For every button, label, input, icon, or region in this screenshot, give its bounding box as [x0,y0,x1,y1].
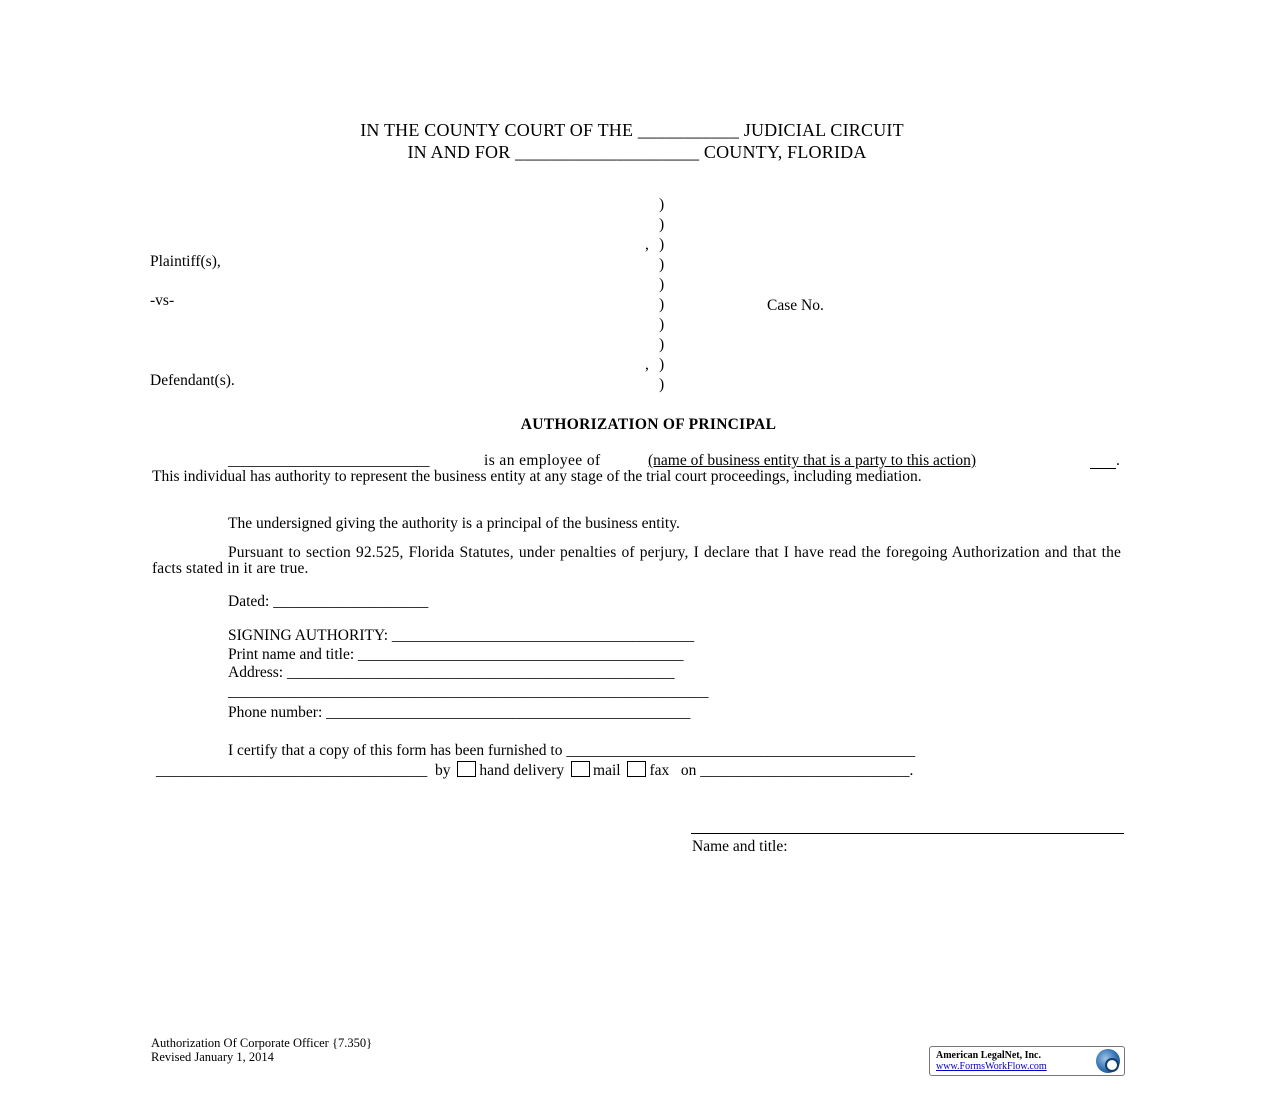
print-name-blank[interactable]: __________________________________________ [358,646,684,663]
caption-paren: ) [659,236,665,253]
dated-field [228,593,428,611]
globe-icon [1096,1049,1120,1073]
phone-blank[interactable]: _______________________________________________ [326,704,691,721]
fax-label: fax [649,762,670,779]
principal-statement: The undersigned giving the authority is a principal of the business entity. [228,515,680,532]
service-date-blank[interactable]: ___________________________ [700,762,910,779]
signing-authority-label: SIGNING AUTHORITY: [228,627,389,644]
certificate-period: . [909,762,914,779]
court-header-line1: IN THE COUNTY COURT OF THE ___________ JUDICIAL CIRCUIT [360,120,904,140]
plaintiff-label: Plaintiff(s), [150,253,221,270]
caption-paren: ) [659,356,665,373]
address-line2-blank[interactable]: ______________________________________________________________ [228,683,709,700]
by-label: by [435,762,451,779]
caption-paren: ) [659,336,665,353]
caption-paren: ) [659,216,665,233]
plaintiff-comma: , [645,236,649,253]
defendant-comma: , [645,356,649,373]
mail-label: mail [593,762,621,779]
address-field [228,664,674,682]
certificate-intro: I certify that a copy of this form has been furnished to [228,742,563,759]
form-title: AUTHORIZATION OF PRINCIPAL [520,416,777,433]
caption-paren: ) [659,296,665,313]
vs-label: -vs- [150,292,175,309]
fax-checkbox[interactable] [627,761,646,777]
caption-paren: ) [659,376,665,393]
name-and-title-label: Name and title: [692,838,788,855]
dated-label: Dated: [228,593,270,610]
hand-delivery-checkbox[interactable] [457,761,476,777]
business-entity-field[interactable]: (name of business entity that is a party to this action) [648,452,977,469]
employee-text: is an employee of [484,452,601,469]
certificate-line2 [156,761,913,780]
logo-company-name: American LegalNet, Inc. [936,1050,1041,1061]
court-header-line2: IN AND FOR ____________________ COUNTY, FLORIDA [407,142,867,162]
hand-delivery-label: hand delivery [479,762,565,779]
caption-paren: ) [659,316,665,333]
logo-url-link[interactable]: www.FormsWorkFlow.com [936,1061,1047,1072]
print-name-label: Print name and title: [228,646,355,663]
mail-checkbox[interactable] [571,761,590,777]
footer-form-name: Authorization Of Corporate Officer {7.350} [151,1036,373,1050]
defendant-label: Defendant(s). [150,372,235,389]
americanlegalnet-logo[interactable] [929,1046,1125,1076]
dated-blank[interactable]: ____________________ [273,593,429,610]
perjury-declaration: Pursuant to section 92.525, Florida Statutes, under penalties of perjury, I declare that I have read the foregoing Authorization and that the facts stated in it are true. [152,544,1121,577]
on-label: on [680,762,697,779]
signing-authority-blank[interactable]: _______________________________________ [391,627,695,644]
phone-field [228,704,690,722]
caption-paren: ) [659,276,665,293]
case-number-label: Case No. [767,297,824,314]
signing-authority-field [228,627,694,645]
caption-paren: ) [659,256,665,273]
recipient-blank[interactable]: ___________________________________ [156,762,428,779]
phone-label: Phone number: [228,704,323,721]
employee-name-blank[interactable]: __________________________ [228,452,430,469]
print-name-field [228,646,684,664]
entity-period: . [1116,452,1120,469]
furnished-to-blank[interactable]: _____________________________________________ [566,742,916,759]
certificate-line1 [228,742,915,760]
address-blank[interactable]: __________________________________________________ [286,664,675,681]
caption-paren: ) [659,196,665,213]
authority-paragraph: This individual has authority to represent the business entity at any stage of the trial court proceedings, including mediation. [152,468,922,485]
address-label: Address: [228,664,284,681]
signature-line[interactable] [691,833,1124,834]
footer-revised-date: Revised January 1, 2014 [151,1050,274,1064]
